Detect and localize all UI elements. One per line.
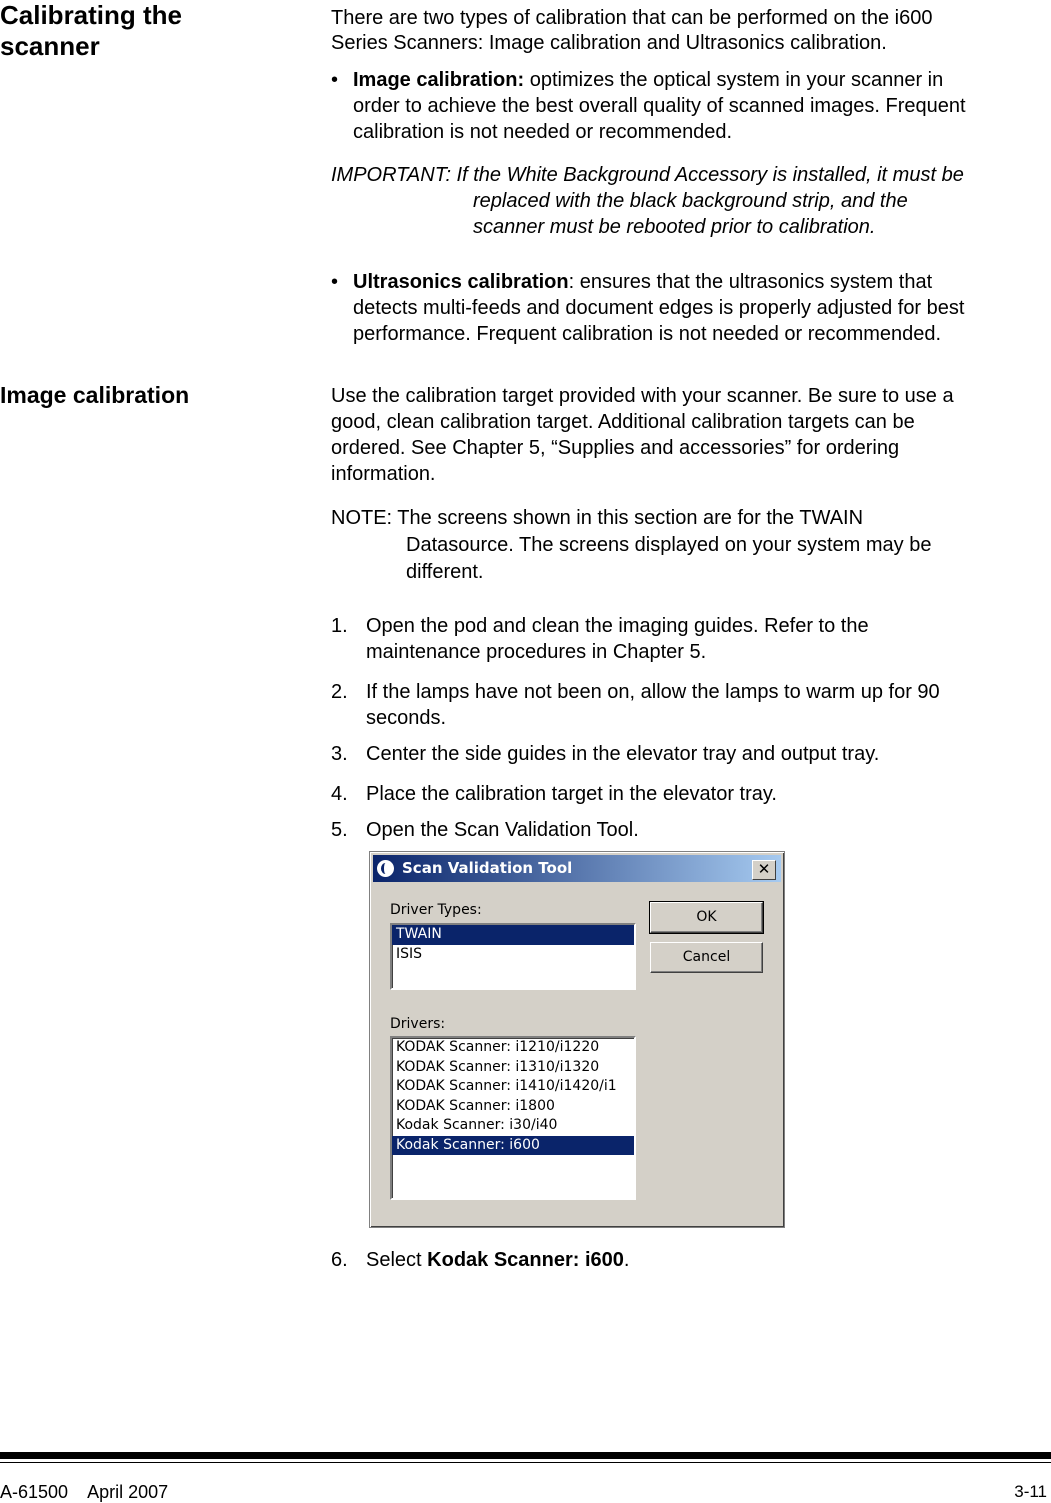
list-item[interactable]: KODAK Scanner: i1310/i1320 [396, 1058, 600, 1075]
intro-line: There are two types of calibration that can be performed on the i600 [331, 7, 933, 29]
intro-paragraph [331, 6, 1047, 56]
bullet-line: order to achieve the best overall quality of scanned images. Frequent [353, 95, 966, 117]
ok-button[interactable]: OK [650, 902, 763, 933]
close-button[interactable] [752, 860, 776, 880]
para-line: information. [331, 463, 436, 485]
para-line: ordered. See Chapter 5, “Supplies and accessories” for ordering [331, 437, 900, 459]
step-number: 5. [331, 819, 348, 841]
app-icon [377, 860, 394, 877]
list-item[interactable]: TWAIN [392, 925, 634, 945]
footer-rule-thin [0, 1462, 1051, 1463]
bullet-term: Ultrasonics calibration [353, 271, 569, 293]
scan-validation-tool-dialog [369, 851, 785, 1228]
footer-rule [0, 1452, 1051, 1459]
list-item[interactable]: KODAK Scanner: i1210/i1220 [396, 1039, 600, 1055]
drivers-label: Drivers: [390, 1016, 446, 1032]
bullet-ultrasonics-calibration [0, 269, 1051, 349]
step-line: Open the Scan Validation Tool. [366, 819, 639, 841]
bullet-line: optimizes the optical system in your scanner in [524, 69, 944, 91]
para-line: Use the calibration target provided with your scanner. Be sure to use a [331, 385, 954, 407]
heading-line: Calibrating the [0, 0, 183, 30]
section-heading-image-calibration: Image calibration [0, 382, 190, 408]
note-block [331, 505, 1047, 586]
step-number: 3. [331, 743, 348, 765]
dialog-titlebar [373, 855, 781, 882]
step-driver-name: Kodak Scanner: i600 [427, 1249, 624, 1271]
note-line: different. [406, 561, 484, 583]
step-item [0, 741, 1051, 767]
list-item[interactable]: KODAK Scanner: i1800 [396, 1097, 555, 1114]
bullet-glyph: • [331, 69, 339, 91]
bullet-line: performance. Frequent calibration is not needed or recommended. [353, 323, 942, 345]
bullet-line: : ensures that the ultrasonics system that [568, 271, 933, 293]
step-number: 4. [331, 783, 348, 805]
footer-doc-info [0, 1481, 168, 1503]
list-item[interactable]: Kodak Scanner: i30/i40 [396, 1117, 558, 1133]
driver-types-listbox[interactable] [390, 923, 636, 990]
note-line: Datasource. The screens displayed on your system may be [406, 534, 932, 556]
step-number: 1. [331, 615, 348, 637]
step-item-6 [0, 1247, 1051, 1273]
step-line: If the lamps have not been on, allow the lamps to warm up for 90 [366, 681, 940, 703]
step-line: Open the pod and clean the imaging guides. Refer to the [366, 615, 869, 637]
step-item [0, 679, 1051, 731]
bullet-term: Image calibration: [353, 69, 525, 91]
close-icon: ✕ [757, 860, 771, 878]
section-heading-calibrating [0, 0, 182, 62]
note-line: NOTE: The screens shown in this section are for the TWAIN [331, 507, 864, 529]
doc-id: A-61500 [0, 1482, 69, 1502]
doc-date: April 2007 [87, 1482, 169, 1502]
bullet-line: calibration is not needed or recommended. [353, 121, 733, 143]
cancel-button[interactable]: Cancel [650, 942, 763, 973]
bullet-image-calibration [0, 67, 1051, 147]
list-item[interactable]: KODAK Scanner: i1410/i1420/i1 [396, 1078, 617, 1094]
drivers-listbox[interactable] [390, 1036, 636, 1200]
step-text: . [623, 1249, 630, 1271]
bullet-line: detects multi-feeds and document edges is properly adjusted for best [353, 297, 965, 319]
step-text: Select [366, 1249, 428, 1271]
page-number: 3-11 [1014, 1482, 1047, 1501]
step-item [0, 817, 1051, 843]
dialog-title: Scan Validation Tool [402, 859, 573, 877]
step-line: seconds. [366, 707, 447, 729]
list-item[interactable]: Kodak Scanner: i600 [392, 1136, 634, 1156]
step-item [0, 781, 1051, 807]
list-item[interactable]: ISIS [396, 945, 423, 962]
para-line: good, clean calibration target. Additional calibration targets can be [331, 411, 915, 433]
step-number: 2. [331, 681, 348, 703]
step-line: Place the calibration target in the elevator tray. [366, 783, 777, 805]
driver-types-label: Driver Types: [390, 902, 482, 918]
step-line: Center the side guides in the elevator tray and output tray. [366, 743, 880, 765]
intro-line: Series Scanners: Image calibration and Ultrasonics calibration. [331, 32, 887, 54]
step-number: 6. [331, 1249, 348, 1271]
image-calibration-paragraph [331, 383, 1047, 487]
step-line: maintenance procedures in Chapter 5. [366, 641, 707, 663]
important-note [331, 162, 1051, 240]
heading-line: scanner [0, 31, 100, 61]
bullet-glyph: • [331, 271, 339, 293]
important-line: replaced with the black background strip, and the [473, 190, 908, 212]
important-line: scanner must be rebooted prior to calibration. [473, 216, 876, 238]
important-line: IMPORTANT: If the White Background Accessory is installed, it must be [331, 164, 964, 186]
step-item [0, 613, 1051, 665]
